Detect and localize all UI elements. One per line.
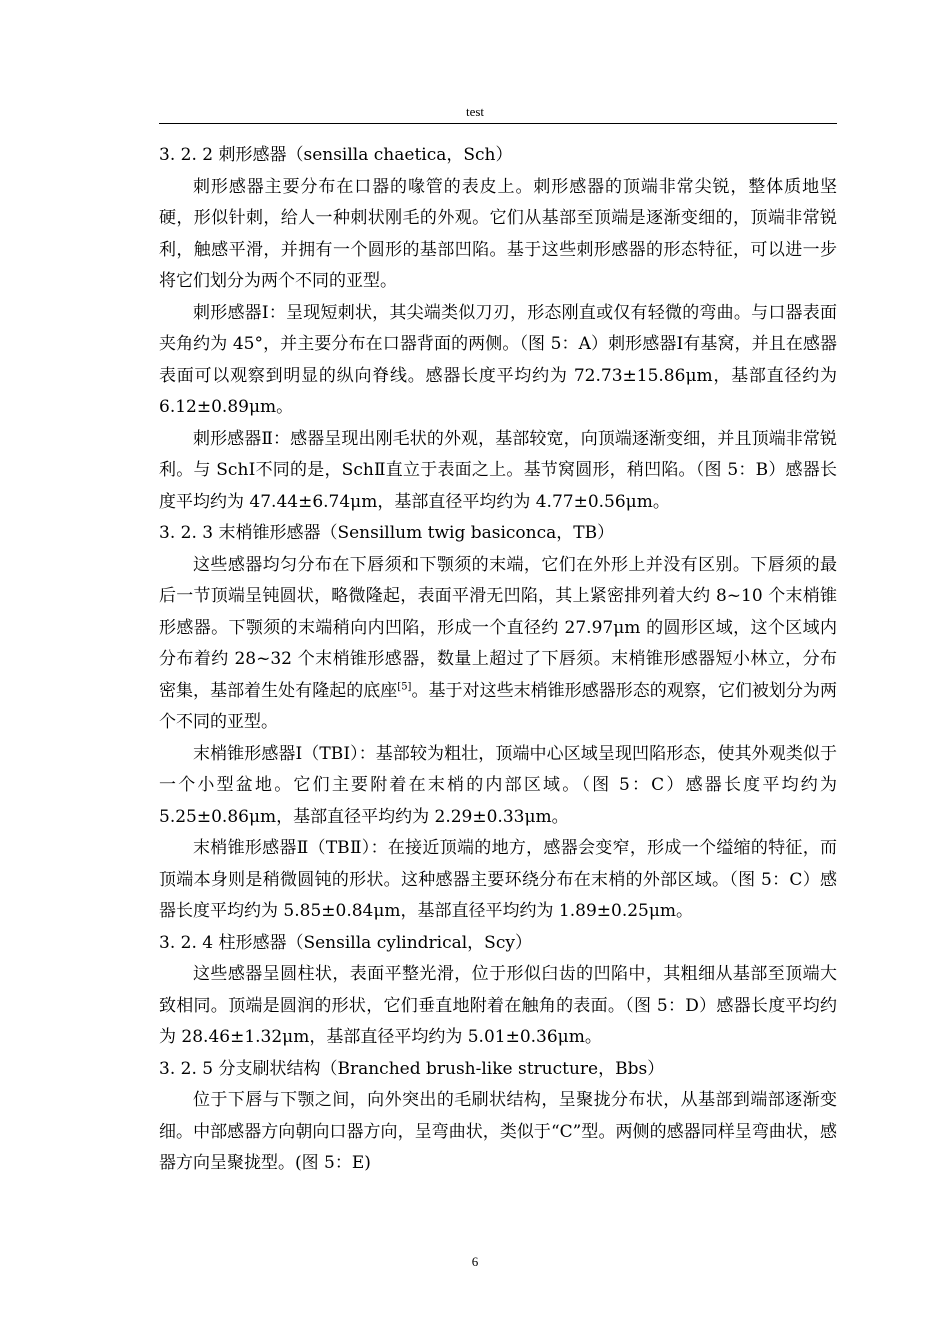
document-body	[159, 140, 837, 1180]
page-header: test	[465, 104, 485, 119]
section-3-2-3-paragraph-1	[159, 550, 837, 739]
section-3-2-4-paragraph-1: 这些感器呈圆柱状，表面平整光滑，位于形似臼齿的凹陷中，其粗细从基部至顶端大致相同。顶端是圆润的形状，它们垂直地附着在触角的表面。（图 5：D）感器长度平均约为 28.46±1.32μm，基部直径平均约为 5.01±0.36μm。	[159, 964, 837, 1047]
section-3-2-2-heading: 3. 2. 2 刺形感器（sensilla chaetica，Sch）	[159, 145, 513, 165]
section-3-2-2-paragraph-2: 刺形感器Ⅰ：呈现短刺状，其尖端类似刀刃，形态刚直或仅有轻微的弯曲。与口器表面夹角约为 45°，并主要分布在口器背面的两侧。（图 5：A）刺形感器Ⅰ有基窝，并且在感器表面可以观察到明显的纵向脊线。感器长度平均约为 72.73±15.86μm，基部直径约为 6.12±0.89μm。	[159, 302, 837, 417]
section-3-2-5-paragraph-1: 位于下唇与下颚之间，向外突出的毛刷状结构，呈聚拢分布状，从基部到端部逐渐变细。中部感器方向朝向口器方向，呈弯曲状，类似于“C”型。两侧的感器同样呈弯曲状，感器方向呈聚拢型。(图 5：E)	[159, 1090, 837, 1173]
section-3-2-2-paragraph-1: 刺形感器主要分布在口器的喙管的表皮上。刺形感器的顶端非常尖锐，整体质地坚硬，形似针刺，给人一种刺状刚毛的外观。它们从基部至顶端是逐渐变细的，顶端非常锐利，触感平滑，并拥有一个圆形的基部凹陷。基于这些刺形感器的形态特征，可以进一步将它们划分为两个不同的亚型。	[159, 176, 837, 291]
section-3-2-3-paragraph-2: 末梢锥形感器Ⅰ（TBⅠ）：基部较为粗壮，顶端中心区域呈现凹陷形态，使其外观类似于一个小型盆地。它们主要附着在末梢的内部区域。（图 5：C）感器长度平均约为 5.25±0.86μm，基部直径平均约为 2.29±0.33μm。	[159, 743, 837, 827]
page-number: 6	[471, 1254, 479, 1269]
header-rule	[159, 123, 837, 124]
section-3-2-3-paragraph-1-main: 这些感器均匀分布在下唇须和下颚须的末端，它们在外形上并没有区别。下唇须的最后一节顶端呈钝圆状，略微隆起，表面平滑无凹陷，其上紧密排列着大约 8~10 个末梢锥形感器。下颚须的末端稍向内凹陷，形成一个直径约 27.97μm 的圆形区域，这个区域内分布着约 28~32 个末梢锥形感器，数量上超过了下唇须。末梢锥形感器短小林立，分布密集，基部着生处有隆起的底座	[159, 554, 837, 701]
section-3-2-4-heading: 3. 2. 4 柱形感器（Sensilla cylindrical，Scy）	[159, 932, 532, 953]
section-3-2-3-paragraph-1-tail: 。基于对这些末梢锥形感器形态的观察，它们被划分为两个不同的亚型。	[159, 680, 837, 732]
section-3-2-3-heading: 3. 2. 3 末梢锥形感器（Sensillum twig basiconca，TB）	[159, 523, 615, 543]
section-3-2-5-heading: 3. 2. 5 分支刷状结构（Branched brush-like structure，Bbs）	[159, 1058, 665, 1079]
section-3-2-2-paragraph-3: 刺形感器Ⅱ：感器呈现出刚毛状的外观，基部较宽，向顶端逐渐变细，并且顶端非常锐利。与 SchⅠ不同的是，SchⅡ直立于表面之上。基节窝圆形，稍凹陷。（图 5：B）感器长度平均约为 47.44±6.74μm，基部直径平均约为 4.77±0.56μm。	[159, 428, 837, 512]
citation-ref: [5]	[397, 680, 412, 692]
section-3-2-3-paragraph-3: 末梢锥形感器Ⅱ（TBⅡ）：在接近顶端的地方，感器会变窄，形成一个缢缩的特征，而顶端本身则是稍微圆钝的形状。这种感器主要环绕分布在末梢的外部区域。（图 5：C）感器长度平均约为 5.85±0.84μm，基部直径平均约为 1.89±0.25μm。	[159, 838, 837, 921]
